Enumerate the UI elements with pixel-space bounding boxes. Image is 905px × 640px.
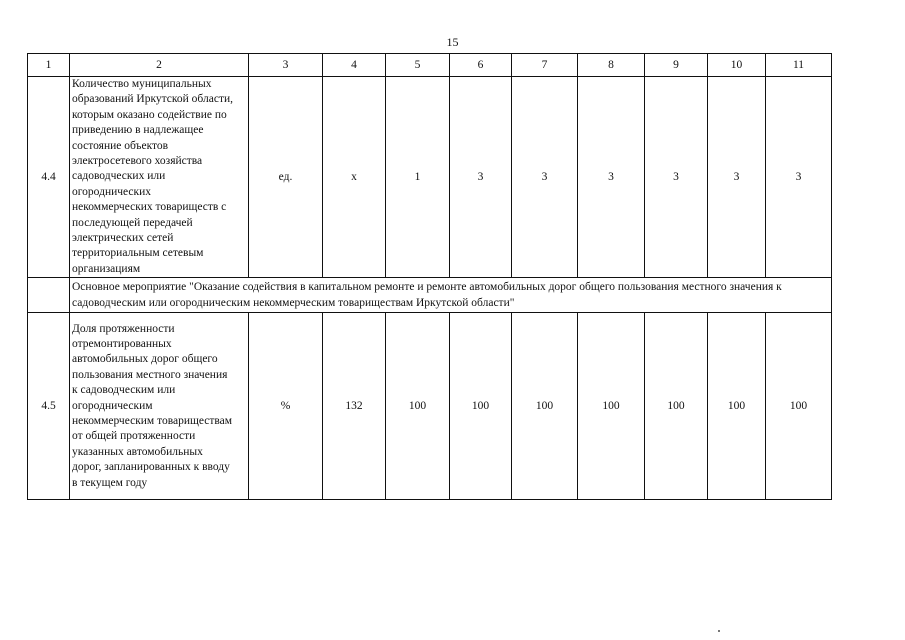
- value-cell: 132: [323, 313, 386, 500]
- value-cell: 100: [578, 313, 645, 500]
- value-cell: 100: [450, 313, 512, 500]
- column-number-row: [28, 54, 832, 77]
- value-cell: 3: [578, 77, 645, 278]
- value-cell: 100: [645, 313, 708, 500]
- header-cell: 5: [386, 54, 450, 77]
- row-number: 4.5: [28, 313, 70, 500]
- value-cell: 3: [645, 77, 708, 278]
- value-cell: 3: [708, 77, 766, 278]
- main-measure-row: [28, 278, 832, 313]
- header-cell: 7: [512, 54, 578, 77]
- header-cell: 4: [323, 54, 386, 77]
- value-cell: 3: [512, 77, 578, 278]
- main-measure-title: Основное мероприятие "Оказание содействия в капитальном ремонте и ремонте автомобильных дорог общего пользования местного значения к садоводческим или огородническим некоммерческим товариществам Иркутской области": [70, 278, 832, 313]
- header-cell: 2: [70, 54, 249, 77]
- row-number: 4.4: [28, 77, 70, 278]
- unit-cell: %: [249, 313, 323, 500]
- table-row-4-5: [28, 313, 832, 500]
- value-cell: 100: [766, 313, 832, 500]
- header-cell: 8: [578, 54, 645, 77]
- page-number: 15: [446, 35, 459, 49]
- indicators-table: [27, 53, 832, 500]
- value-cell: 3: [450, 77, 512, 278]
- header-cell: 1: [28, 54, 70, 77]
- table-row-4-4: [28, 77, 832, 278]
- value-cell: 3: [766, 77, 832, 278]
- header-cell: 6: [450, 54, 512, 77]
- indicator-description: Количество муниципальных образований Иркутской области, которым оказано содействие по приведению в надлежащее состояние объектов электросетевого хозяйства садоводческих или огороднических некоммерческих товариществ с последующей передачей электрических сетей территориальным сетевым организациям: [70, 77, 249, 278]
- scan-speck: [718, 630, 720, 632]
- value-cell: х: [323, 77, 386, 278]
- value-cell: 100: [512, 313, 578, 500]
- header-cell: 9: [645, 54, 708, 77]
- header-cell: 3: [249, 54, 323, 77]
- value-cell: 100: [708, 313, 766, 500]
- value-cell: 1: [386, 77, 450, 278]
- empty-cell: [28, 278, 70, 313]
- value-cell: 100: [386, 313, 450, 500]
- indicator-description: Доля протяженности отремонтированных автомобильных дорог общего пользования местного значения к садоводческим или огородническим некоммерческим товариществам от общей протяженности указанных автомобильных дорог, запланированных к вводу в текущем году: [70, 313, 249, 500]
- unit-cell: ед.: [249, 77, 323, 278]
- header-cell: 11: [766, 54, 832, 77]
- header-cell: 10: [708, 54, 766, 77]
